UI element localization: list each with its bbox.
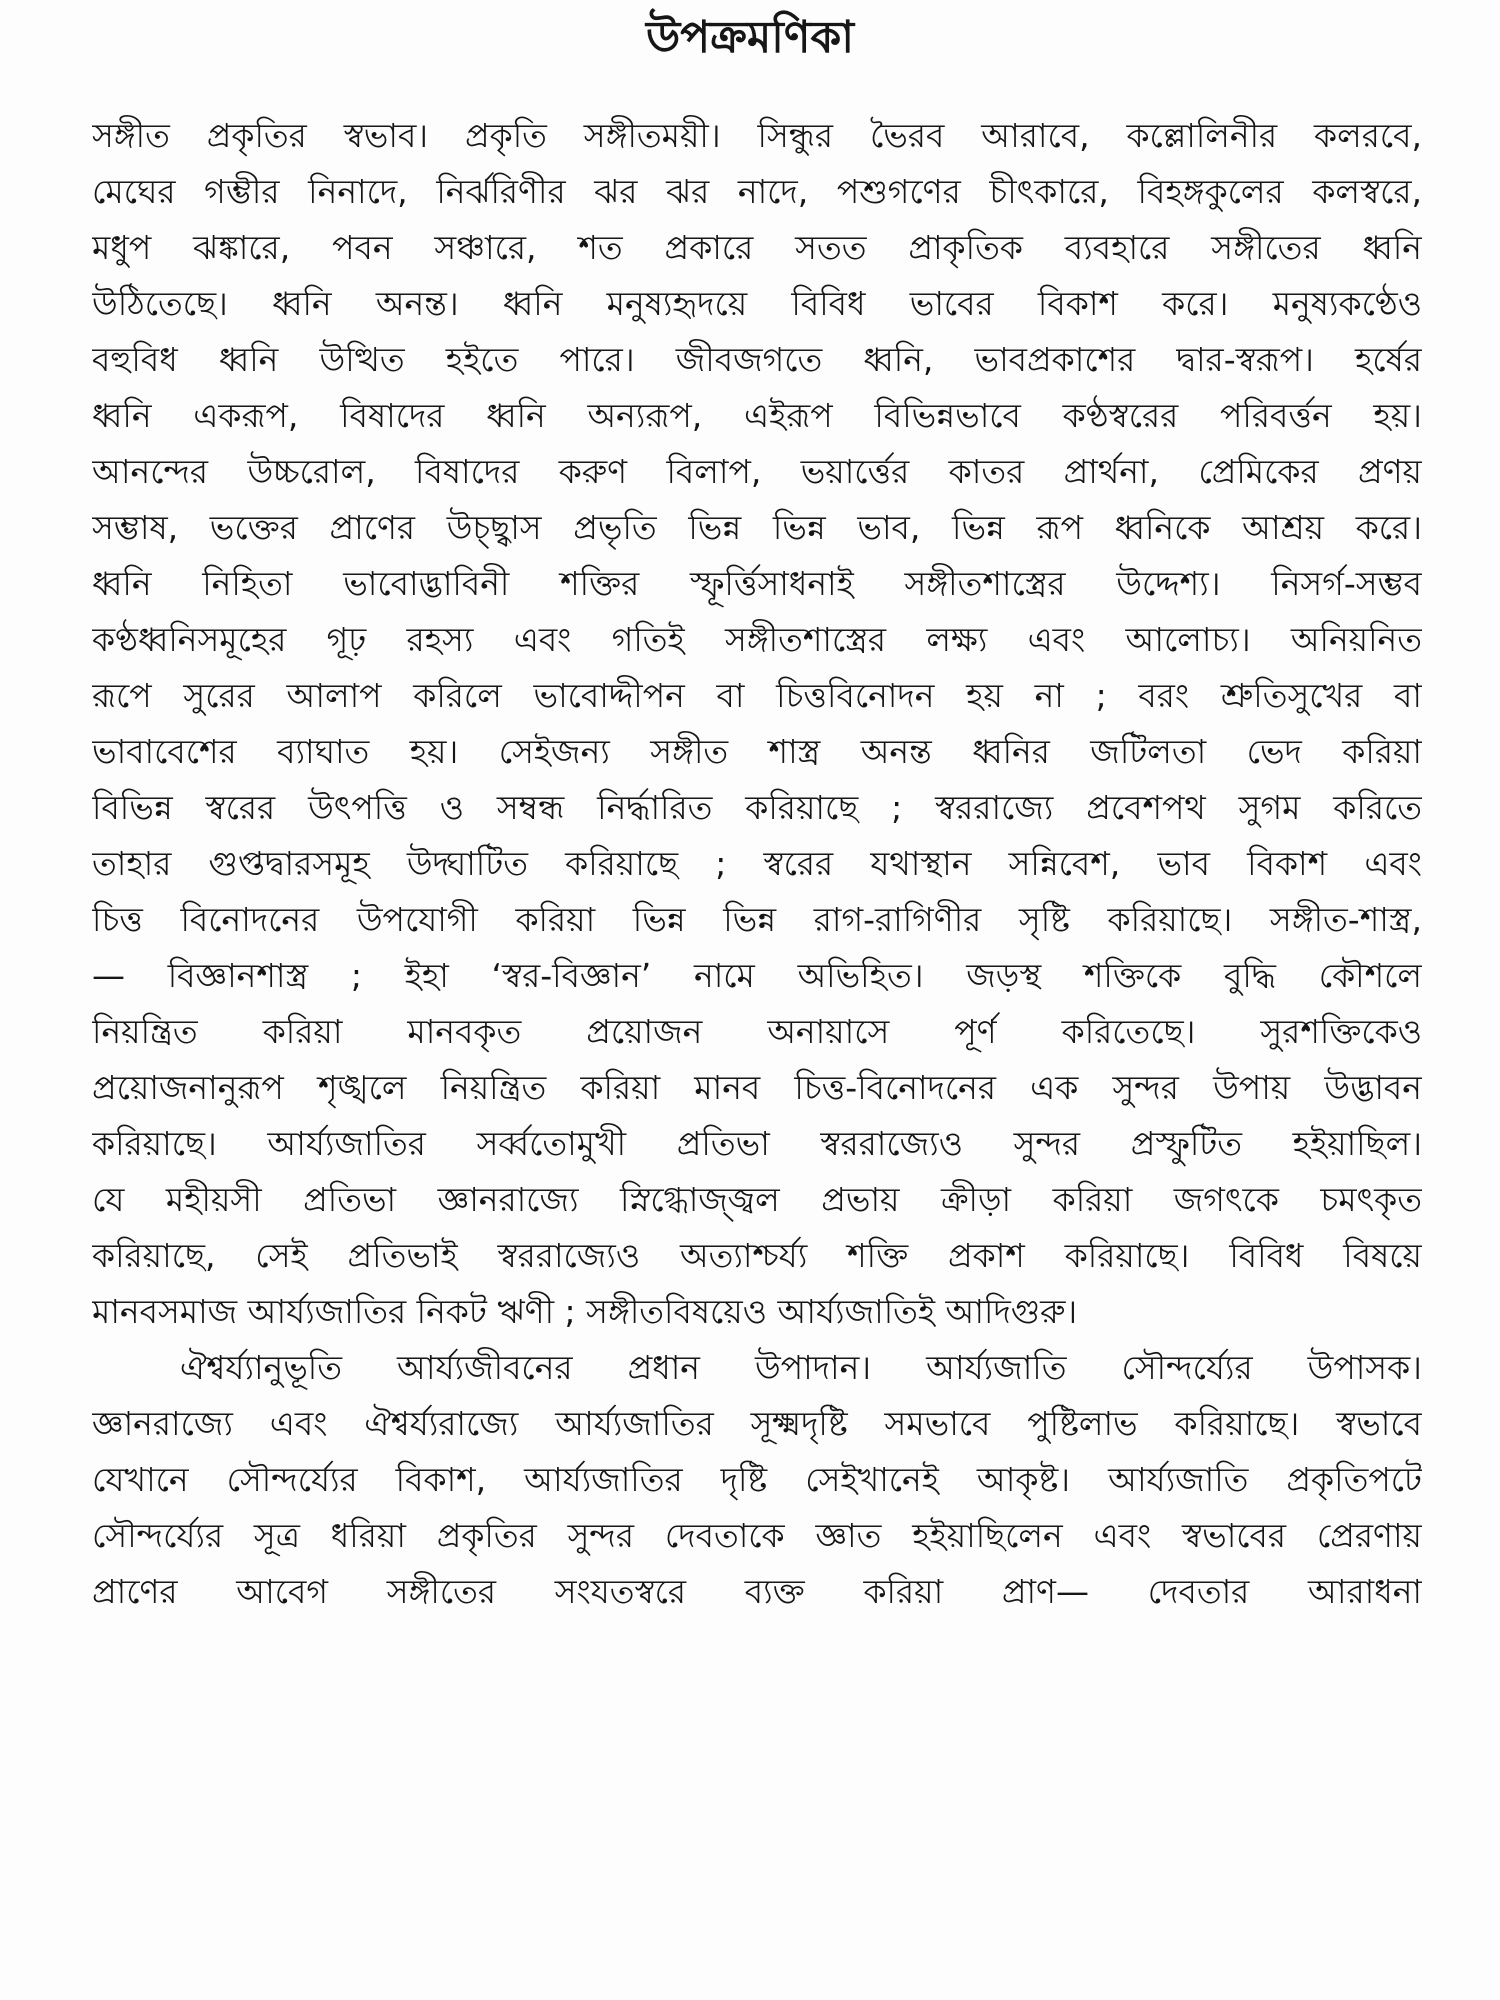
text-line: বিভিন্ন স্বরের উৎপত্তি ও সম্বন্ধ নির্দ্ধারিত করিয়াছে ; স্বররাজ্যে প্রবেশপথ সুগম করিতে <box>92 788 1422 827</box>
paragraph-first-line: ঐশ্বর্য্যানুভূতি আর্য্যজীবনের প্রধান উপাদান। আর্য্যজাতি সৌন্দর্য্যের উপাসক। <box>180 1348 1422 1387</box>
text-line: যে মহীয়সী প্রতিভা জ্ঞানরাজ্যে স্নিগ্ধোজ্জ্বল প্রভায় ক্রীড়া করিয়া জগৎকে চমৎকৃত <box>92 1180 1422 1219</box>
text-line: করিয়াছে। আর্য্যজাতির সর্ব্বতোমুখী প্রতিভা স্বররাজ্যেও সুন্দর প্রস্ফুটিত হইয়াছিল। <box>92 1124 1422 1163</box>
text-line: সৌন্দর্য্যের সূত্র ধরিয়া প্রকৃতির সুন্দর দেবতাকে জ্ঞাত হইয়াছিলেন এবং স্বভাবের প্রেরণায় <box>92 1516 1422 1555</box>
text-line: ভাবাবেশের ব্যাঘাত হয়। সেইজন্য সঙ্গীত শাস্ত্র অনন্ত ধ্বনির জটিলতা ভেদ করিয়া <box>92 732 1422 771</box>
chapter-title: উপক্রমণিকা <box>645 12 855 63</box>
text-line: প্রাণের আবেগ সঙ্গীতের সংযতস্বরে ব্যক্ত করিয়া প্রাণ— দেবতার আরাধনা <box>92 1572 1422 1611</box>
text-line: রূপে সুরের আলাপ করিলে ভাবোদ্দীপন বা চিত্তবিনোদন হয় না ; বরং শ্রুতিসুখের বা <box>92 676 1422 715</box>
text-line: সম্ভাষ, ভক্তের প্রাণের উচ্ছ্বাস প্রভৃতি ভিন্ন ভিন্ন ভাব, ভিন্ন রূপ ধ্বনিকে আশ্রয় করে। <box>92 508 1422 547</box>
text-line: — বিজ্ঞানশাস্ত্র ; ইহা ‘স্বর-বিজ্ঞান’ নামে অভিহিত। জড়স্থ শক্তিকে বুদ্ধি কৌশলে <box>92 956 1422 995</box>
text-line: জ্ঞানরাজ্যে এবং ঐশ্বর্য্যরাজ্যে আর্য্যজাতির সূক্ষ্মদৃষ্টি সমভাবে পুষ্টিলাভ করিয়াছে। স্বভাবে <box>92 1404 1422 1443</box>
text-line: মেঘের গম্ভীর নিনাদে, নির্ঝরিণীর ঝর ঝর নাদে, পশুগণের চীৎকারে, বিহঙ্গকুলের কলস্বরে, <box>92 172 1422 211</box>
text-line: চিত্ত বিনোদনের উপযোগী করিয়া ভিন্ন ভিন্ন রাগ-রাগিণীর সৃষ্টি করিয়াছে। সঙ্গীত-শাস্ত্র, <box>92 900 1422 939</box>
text-line: সঙ্গীত প্রকৃতির স্বভাব। প্রকৃতি সঙ্গীতময়ী। সিন্ধুর ভৈরব আরাবে, কল্লোলিনীর কলরবে, <box>92 116 1422 155</box>
text-line: প্রয়োজনানুরূপ শৃঙ্খলে নিয়ন্ত্রিত করিয়া মানব চিত্ত-বিনোদনের এক সুন্দর উপায় উদ্ভাবন <box>92 1068 1422 1107</box>
text-line: কণ্ঠধ্বনিসমূহের গূঢ় রহস্য এবং গতিই সঙ্গীতশাস্ত্রের লক্ষ্য এবং আলোচ্য। অনিয়নিত <box>92 620 1422 659</box>
text-line: যেখানে সৌন্দর্য্যের বিকাশ, আর্য্যজাতির দৃষ্টি সেইখানেই আকৃষ্ট। আর্য্যজাতি প্রকৃতিপটে <box>92 1460 1422 1499</box>
body-text <box>92 108 1422 1620</box>
text-line: মানবসমাজ আর্য্যজাতির নিকট ঋণী ; সঙ্গীতবিষয়েও আর্য্যজাতিই আদিগুরু। <box>92 1292 1078 1331</box>
text-line: মধুপ ঝঙ্কারে, পবন সঞ্চারে, শত প্রকারে সতত প্রাকৃতিক ব্যবহারে সঙ্গীতের ধ্বনি <box>92 228 1422 267</box>
text-line: বহুবিধ ধ্বনি উত্থিত হইতে পারে। জীবজগতে ধ্বনি, ভাবপ্রকাশের দ্বার-স্বরূপ। হর্ষের <box>92 340 1422 379</box>
text-line: উঠিতেছে। ধ্বনি অনন্ত। ধ্বনি মনুষ্যহৃদয়ে বিবিধ ভাবের বিকাশ করে। মনুষ্যকণ্ঠেও <box>92 284 1422 323</box>
text-line: ধ্বনি একরূপ, বিষাদের ধ্বনি অন্যরূপ, এইরূপ বিভিন্নভাবে কণ্ঠস্বরের পরিবর্ত্তন হয়। <box>92 396 1422 435</box>
text-line: তাহার গুপ্তদ্বারসমূহ উদ্ঘাটিত করিয়াছে ; স্বরের যথাস্থান সন্নিবেশ, ভাব বিকাশ এবং <box>92 844 1422 883</box>
text-line: আনন্দের উচ্চরোল, বিষাদের করুণ বিলাপ, ভয়ার্ত্তের কাতর প্রার্থনা, প্রেমিকের প্রণয় <box>92 452 1422 491</box>
text-line: ধ্বনি নিহিতা ভাবোদ্ভাবিনী শক্তির স্ফূর্ত্তিসাধনাই সঙ্গীতশাস্ত্রের উদ্দেশ্য। নিসর্গ-সম্ভব <box>92 564 1422 603</box>
text-line: নিয়ন্ত্রিত করিয়া মানবকৃত প্রয়োজন অনায়াসে পূর্ণ করিতেছে। সুরশক্তিকেও <box>92 1012 1422 1051</box>
text-line: করিয়াছে, সেই প্রতিভাই স্বররাজ্যেও অত্যাশ্চর্য্য শক্তি প্রকাশ করিয়াছে। বিবিধ বিষয়ে <box>92 1236 1422 1275</box>
